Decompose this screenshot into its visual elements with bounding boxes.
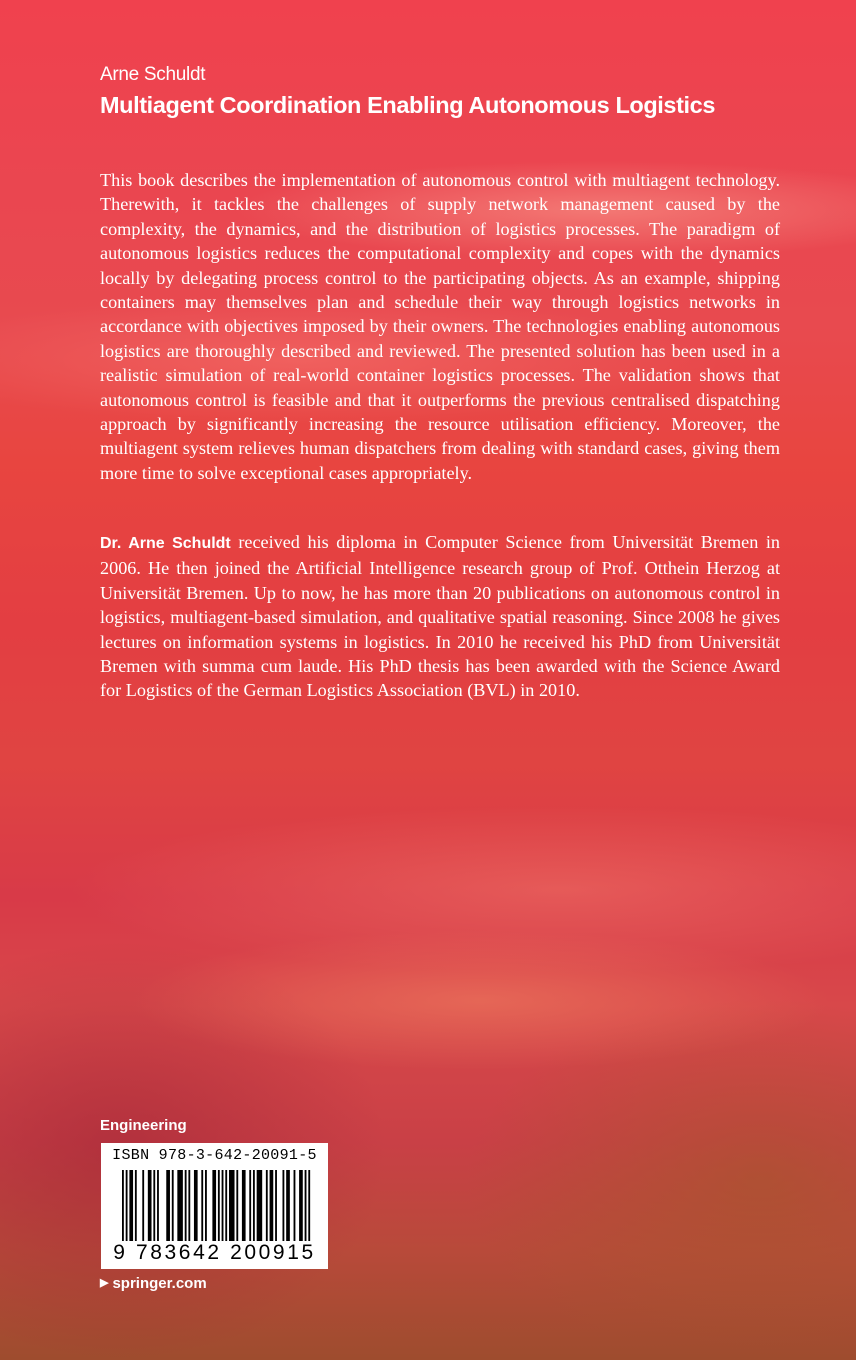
barcode-bar bbox=[135, 1170, 137, 1242]
barcode-bar bbox=[194, 1170, 198, 1242]
barcode-bar bbox=[172, 1170, 174, 1242]
barcode-bar bbox=[249, 1170, 251, 1242]
barcode-bar bbox=[253, 1170, 255, 1242]
barcode-bar bbox=[286, 1170, 290, 1242]
barcode-bar bbox=[142, 1170, 144, 1242]
subject-category: Engineering bbox=[100, 1117, 187, 1134]
barcode-bar bbox=[153, 1170, 155, 1242]
barcode-bar bbox=[225, 1170, 227, 1242]
barcode-bar bbox=[157, 1170, 159, 1242]
barcode-bar bbox=[294, 1170, 296, 1242]
barcode-bar bbox=[299, 1170, 303, 1242]
isbn-label: ISBN 978-3-642-20091-5 bbox=[112, 1147, 317, 1164]
bio-text: received his diploma in Computer Science from Universität Bremen in 2006. He then joined the Artificial Intelligence research group of Prof. Otthein Herzog at Universität Bremen. Up to now, he has more than 20 publications on autonomous control in logistics, multiagent-based simulation, and qualitative spatial reasoning. Since 2008 he gives lectures on information systems in logistics. In 2010 he received his PhD from Universität Bremen with summa cum laude. His PhD thesis has been awarded with the Science Award for Logistics of the German Logistics Association (BVL) in 2010. bbox=[100, 532, 780, 701]
barcode-bar bbox=[188, 1170, 190, 1242]
barcode-bar bbox=[266, 1170, 268, 1242]
author-biography bbox=[100, 530, 780, 703]
barcode-bar bbox=[270, 1170, 274, 1242]
bio-author-name: Dr. Arne Schuldt bbox=[100, 535, 231, 552]
publisher-link-label: springer.com bbox=[112, 1275, 207, 1292]
barcode-bar bbox=[185, 1170, 187, 1242]
barcode-bar bbox=[236, 1170, 238, 1242]
barcode-bar bbox=[129, 1170, 133, 1242]
isbn-barcode bbox=[101, 1143, 328, 1269]
book-description: This book describes the implementation of autonomous control with multiagent technology. Therewith, it tackles the challenges of supply network management caused by the complexity, the dynamics, and the distribution of logistics processes. The paradigm of autonomous logistics reduces the computational complexity and copes with the dynamics locally by delegating process control to the participating objects. As an example, shipping containers may themselves plan and schedule their way through logistics networks in accordance with objectives imposed by their owners. The technologies enabling autonomous logistics are thoroughly described and reviewed. The presented solution has been used in a realistic simulation of real-world container logistics processes. The validation shows that autonomous control is feasible and that it outperforms the previous centralised dispatching approach by significantly increasing the resource utilisation efficiency. Moreover, the multiagent system relieves human dispatchers from dealing with standard cases, giving them more time to solve exceptional cases appropriately. bbox=[100, 170, 780, 483]
barcode-bar bbox=[177, 1170, 183, 1242]
barcode-bar bbox=[282, 1170, 284, 1242]
barcode-bar bbox=[257, 1170, 263, 1242]
barcode-bar bbox=[212, 1170, 216, 1242]
barcode-bar bbox=[275, 1170, 277, 1242]
barcode-bar bbox=[229, 1170, 235, 1242]
publisher-link[interactable] bbox=[100, 1275, 207, 1292]
barcode-bar bbox=[201, 1170, 203, 1242]
arrow-right-icon: ▶ bbox=[100, 1277, 109, 1289]
barcode-bar bbox=[148, 1170, 152, 1242]
ean-digits: 9 783642 200915 bbox=[113, 1241, 316, 1264]
barcode-bar bbox=[242, 1170, 246, 1242]
book-title: Multiagent Coordination Enabling Autonomous Logistics bbox=[100, 92, 715, 118]
author-name: Arne Schuldt bbox=[100, 64, 206, 85]
barcode-bar bbox=[166, 1170, 170, 1242]
barcode-bar bbox=[205, 1170, 207, 1242]
